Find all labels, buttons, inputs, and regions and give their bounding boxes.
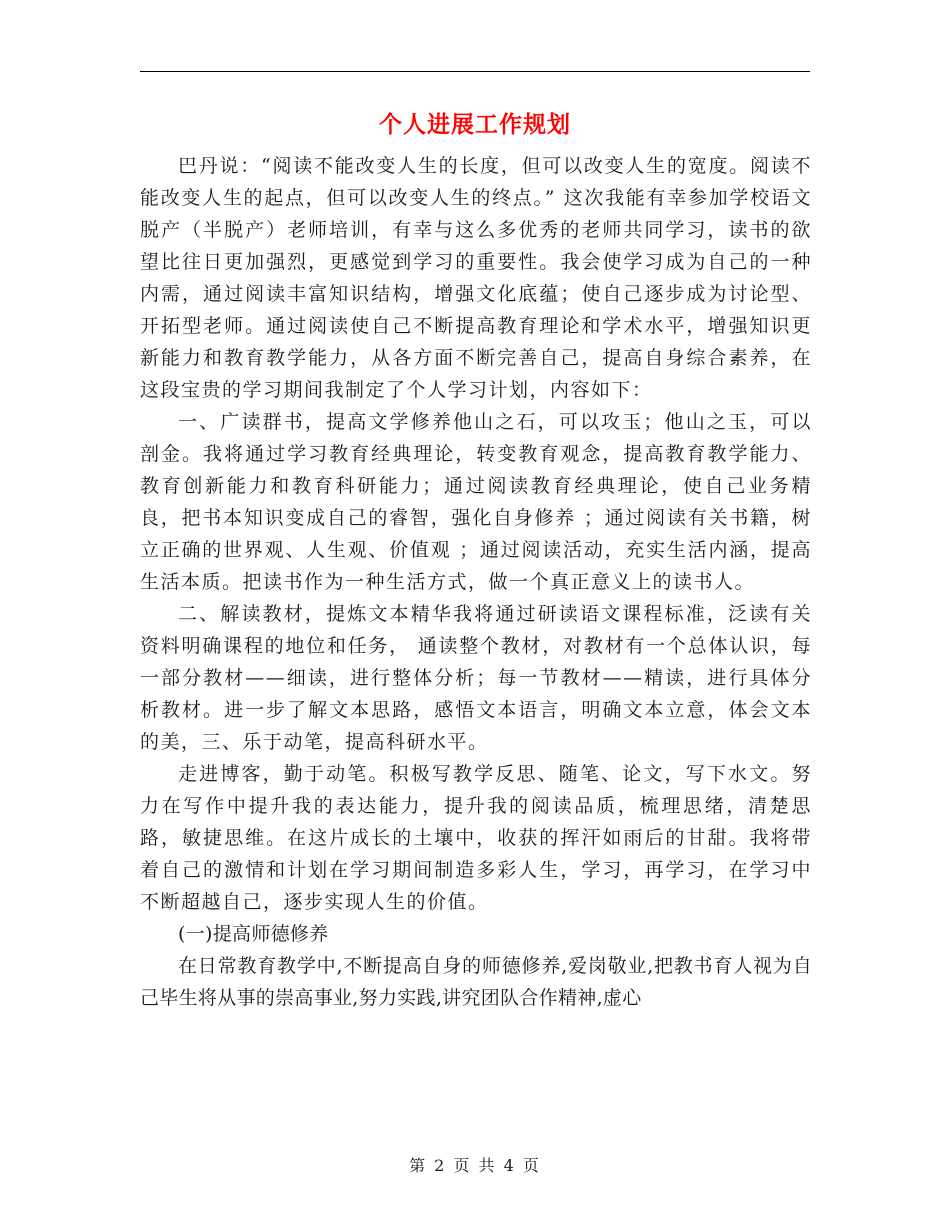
paragraph-ethics: 在日常教育教学中,不断提高自身的师德修养,爱岗敬业,把教书育人视为自己毕生将从事的崇高事业,努力实践,讲究团队合作精神,虚心 [140,955,812,1009]
paragraph-reading: 一、广读群书，提高文学修养他山之石，可以攻玉；他山之玉，可以剖金。我将通过学习教育经典理论，转变教育观念，提高教育教学能力、教育创新能力和教育科研能力；通过阅读教育经典理论，使自己业务精良，把书本知识变成自己的睿智，强化自身修养 ；通过阅读有关书籍，树立正确的世界观、人生观、价值观 ；通过阅读活动，充实生活内涵，提高生活本质。把读书作为一种生活方式，做一个真正意义上的读书人。 [140,411,812,593]
section-heading: (一)提高师德修养 [178,923,329,945]
header-rule [140,71,810,72]
page-number-footer: 第 2 页 共 4 页 [409,1156,541,1175]
document-body [140,150,812,1014]
paragraph-writing: 走进博客，勤于动笔。积极写教学反思、随笔、论文，写下水文。努力在写作中提升我的表达能力，提升我的阅读品质，梳理思绪，清楚思路，敏捷思维。在这片成长的土壤中，收获的挥汗如雨后的甘甜。我将带着自己的激情和计划在学习期间制造多彩人生，学习，再学习，在学习中不断超越自己，逐步实现人生的价值。 [140,763,812,913]
paragraph-intro: 巴丹说：“阅读不能改变人生的长度，但可以改变人生的宽度。阅读不能改变人生的起点，但可以改变人生的终点。” 这次我能有幸参加学校语文脱产（半脱产）老师培训，有幸与这么多优秀的老师共同学习，读书的欲望比往日更加强烈，更感觉到学习的重要性。我会使学习成为自己的一种内需，通过阅读丰富知识结构，增强文化底蕴；使自己逐步成为讨论型、开拓型老师。通过阅读使自己不断提高教育理论和学术水平，增强知识更新能力和教育教学能力，从各方面不断完善自己，提高自身综合素养，在这段宝贵的学习期间我制定了个人学习计划，内容如下： [140,155,812,401]
paragraph-textbook: 二、解读教材，提炼文本精华我将通过研读语文课程标准，泛读有关资料明确课程的地位和任务， 通读整个教材，对教材有一个总体认识，每一部分教材——细读，进行整体分析；每一节教材——精读，进行具体分析教材。进一步了解文本思路，感悟文本语言，明确文本立意，体会文本的美，三、乐于动笔，提高科研水平。 [140,603,812,753]
document-title: 个人进展工作规划 [379,111,571,138]
